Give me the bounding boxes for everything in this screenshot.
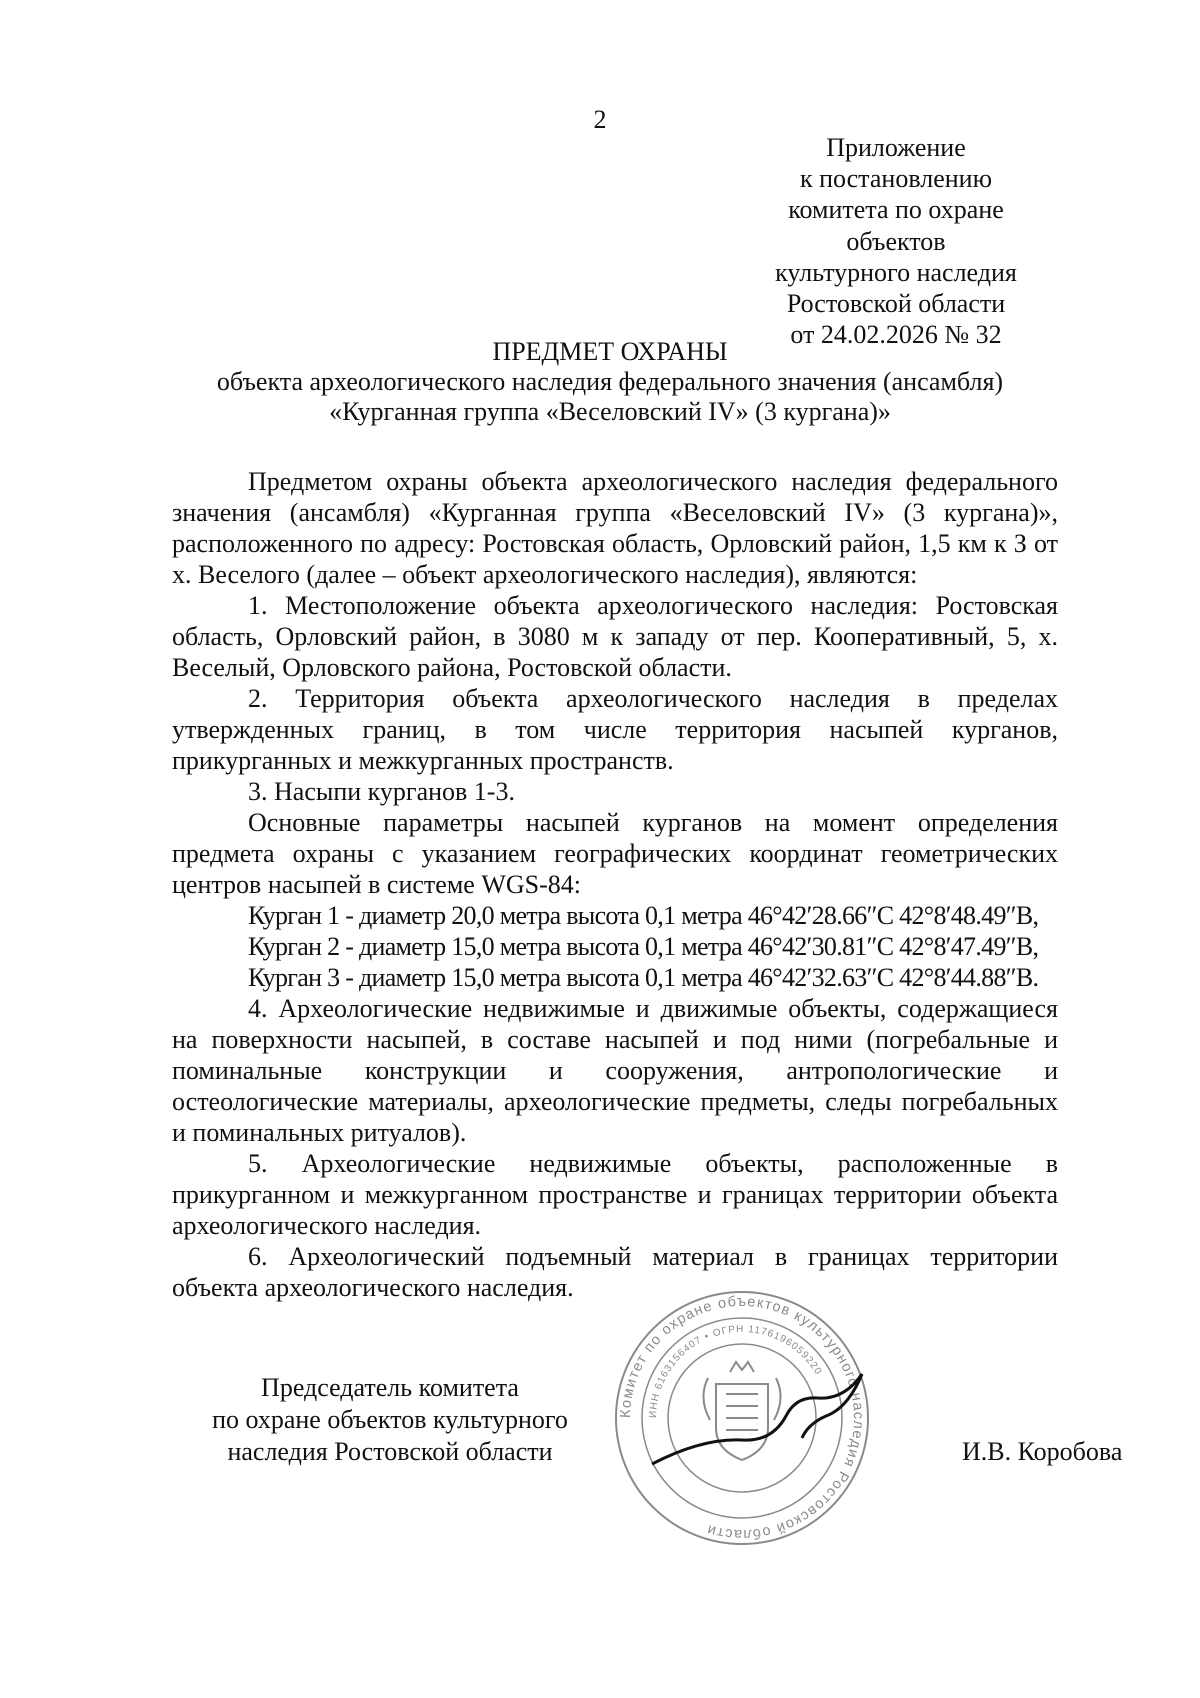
list-item-6: 6. Археологический подъемный материал в границах территории объекта археологического наследия. (172, 1242, 1058, 1302)
list-item-4: 4. Археологические недвижимые и движимые объекты, содержащиеся на поверхности насыпей, в составе насыпей и под ними (погребальные и поминальные конструкции и сооружения, антропологические и остеологические материалы, археологические предметы, следы погребальных и поминальных ритуалов). (172, 994, 1058, 1147)
parameters-paragraph: Основные параметры насыпей курганов на момент определения предмета охраны с указанием географических координат геометрических центров насыпей в системе WGS-84: (172, 808, 1058, 899)
list-item-5: 5. Археологические недвижимые объекты, расположенные в прикурганном и межкурганном пространстве и границах территории объекта археологического наследия. (172, 1149, 1058, 1240)
appendix-line: культурного наследия (775, 257, 1017, 287)
kurgan-row: Курган 1 - диаметр 20,0 метра высота 0,1 метра 46°42′28.66″С 42°8′48.49″В, (248, 901, 1039, 930)
document-title (160, 337, 1060, 427)
appendix-line: Приложение (826, 133, 966, 162)
kurgan-row: Курган 3 - диаметр 15,0 метра высота 0,1 метра 46°42′32.63″С 42°8′44.88″В. (248, 963, 1039, 992)
list-item-1: 1. Местоположение объекта археологического наследия: Ростовская область, Орловский район, в 3080 м к западу от пер. Кооперативный, 5, х. Веселый, Орловского района, Ростовской области. (172, 591, 1058, 682)
official-seal (612, 1288, 872, 1548)
title-heading: ПРЕДМЕТ ОХРАНЫ (492, 337, 728, 366)
coat-of-arms-icon (703, 1362, 780, 1460)
appendix-block (746, 132, 1046, 350)
signatory-position (180, 1372, 600, 1468)
kurgan-row: Курган 2 - диаметр 15,0 метра высота 0,1 метра 46°42′30.81″С 42°8′47.49″В, (248, 932, 1039, 961)
title-subline: объекта археологического наследия федерального значения (ансамбля) (216, 367, 1004, 396)
document-body (172, 466, 1058, 1303)
appendix-line: Ростовской области (786, 289, 1006, 319)
list-item-3: 3. Насыпи курганов 1-3. (248, 777, 515, 806)
appendix-line: комитета по охране объектов (788, 195, 1004, 256)
page-number: 2 (593, 105, 607, 134)
signatory-position-line: наследия Ростовской области (227, 1437, 553, 1466)
title-object-name: «Курганная группа «Веселовский IV» (3 кургана)» (329, 397, 891, 426)
seal-inner-text: ИНН 6163156407 • ОГРН 1176196059220 (647, 1323, 824, 1419)
signatory-position-line: Председатель комитета (261, 1373, 519, 1402)
appendix-line: к постановлению (799, 164, 993, 194)
list-item-2: 2. Территория объекта археологического наследия в пределах утвержденных границ, в том числе территория насыпей курганов, прикурганных и межкурганных пространств. (172, 684, 1058, 775)
seal-outer-text: Комитет по охране объектов культурного наследия Ростовской области (617, 1293, 867, 1543)
intro-paragraph: Предметом охраны объекта археологического наследия федерального значения (ансамбля) «Курганная группа «Веселовский IV» (3 кургана)», расположенного по адресу: Ростовская область, Орловский район, 1,5 км к З от х. Веселого (далее – объект археологического наследия), являются: (172, 467, 1058, 589)
signatory-position-line: по охране объектов культурного (212, 1405, 568, 1434)
signatory-name: И.В. Коробова (962, 1437, 1123, 1466)
appendix-date-number: от 24.02.2026 № 32 (790, 320, 1002, 350)
